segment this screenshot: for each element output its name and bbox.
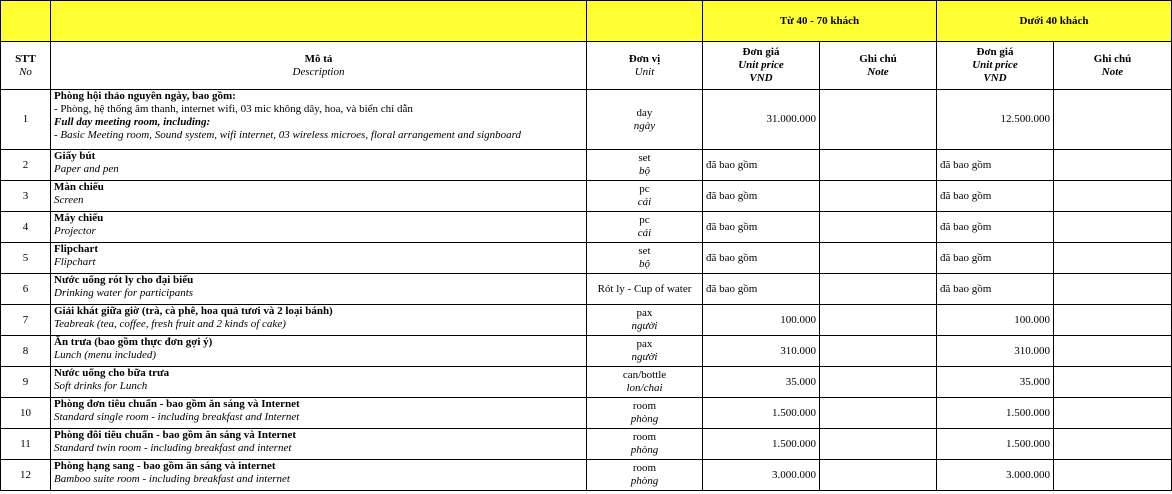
row-note-2	[1054, 90, 1172, 150]
row-title-en: Lunch (menu included)	[54, 349, 157, 361]
row-title-vi: Màn chiếu	[54, 181, 104, 193]
row-unit-en: room	[632, 400, 657, 412]
row-note-2	[1054, 367, 1172, 398]
row-note-2	[1054, 181, 1172, 212]
row-unit	[587, 398, 703, 429]
row-price-2: 100.000	[937, 305, 1054, 336]
row-title-vi: Flipchart	[54, 243, 98, 255]
col-header-price-1-cur: VND	[749, 72, 773, 84]
row-number: 7	[1, 305, 51, 336]
row-note-1	[820, 212, 937, 243]
table-row	[1, 398, 1172, 429]
row-unit-en: pc	[639, 183, 650, 195]
col-header-price-2-en: Unit price	[972, 59, 1018, 71]
row-title-vi: Nước uống cho bữa trưa	[54, 367, 170, 379]
table-row	[1, 429, 1172, 460]
col-header-price-1	[703, 42, 820, 90]
row-unit	[587, 336, 703, 367]
row-description	[51, 181, 587, 212]
row-note-1	[820, 274, 937, 305]
row-unit-vi: cái	[637, 196, 652, 208]
row-description	[51, 398, 587, 429]
row-unit-vi: người	[631, 320, 658, 332]
row-unit-en: day	[636, 106, 653, 119]
row-price-1: đã bao gồm	[703, 181, 820, 212]
row-price-1: 310.000	[703, 336, 820, 367]
table-row	[1, 212, 1172, 243]
row-unit-en: room	[632, 431, 657, 443]
table-row	[1, 305, 1172, 336]
row-title-en: Soft drinks for Lunch	[54, 380, 148, 392]
row-price-2: 1.500.000	[937, 398, 1054, 429]
row-price-1: 3.000.000	[703, 460, 820, 491]
row-unit-vi: bộ	[639, 165, 650, 177]
row-detail-en: - Basic Meeting room, Sound system, wifi internet, 03 wireless microes, floral arrangement and signboard	[54, 129, 522, 141]
row-unit-vi: người	[631, 351, 658, 363]
col-header-price-1-vi: Đơn giá	[742, 46, 780, 58]
table-row	[1, 243, 1172, 274]
row-unit	[587, 181, 703, 212]
row-price-1: 31.000.000	[703, 90, 820, 150]
group-header-row	[1, 1, 1172, 42]
row-price-2: 12.500.000	[937, 90, 1054, 150]
row-price-2: đã bao gồm	[937, 212, 1054, 243]
table-row	[1, 367, 1172, 398]
row-price-1: đã bao gồm	[703, 274, 820, 305]
header-blank-desc	[51, 1, 587, 42]
row-note-2	[1054, 336, 1172, 367]
row-description	[51, 460, 587, 491]
row-unit-vi: lon/chai	[626, 382, 663, 394]
col-header-note-1-en: Note	[867, 65, 889, 78]
row-unit-vi: phòng	[630, 413, 659, 425]
table-row	[1, 336, 1172, 367]
row-note-2	[1054, 150, 1172, 181]
row-unit	[587, 90, 703, 150]
row-price-1: đã bao gồm	[703, 243, 820, 274]
row-title-en: Flipchart	[54, 256, 96, 268]
row-note-1	[820, 429, 937, 460]
group-header-under-40: Dưới 40 khách	[937, 1, 1172, 42]
row-description	[51, 429, 587, 460]
col-header-stt-vi: STT	[15, 52, 36, 65]
col-header-note-1-vi: Ghi chú	[859, 52, 897, 65]
row-unit-en: Rót ly - Cup of water	[597, 282, 692, 295]
row-note-1	[820, 90, 937, 150]
row-title-en: Teabreak (tea, coffee, fresh fruit and 2 kinds of cake)	[54, 318, 286, 330]
row-price-1: 35.000	[703, 367, 820, 398]
row-note-1	[820, 181, 937, 212]
col-header-desc-en: Description	[292, 65, 345, 78]
col-header-unit	[587, 42, 703, 90]
row-note-2	[1054, 460, 1172, 491]
col-header-note-2-en: Note	[1101, 65, 1124, 78]
row-price-2: 35.000	[937, 367, 1054, 398]
row-unit-vi: phòng	[630, 444, 659, 456]
row-unit	[587, 243, 703, 274]
row-note-2	[1054, 274, 1172, 305]
row-price-2: 3.000.000	[937, 460, 1054, 491]
row-title-en: Standard single room - including breakfast and Internet	[54, 411, 300, 423]
col-header-note-1	[820, 42, 937, 90]
table-row	[1, 181, 1172, 212]
row-unit	[587, 305, 703, 336]
row-note-1	[820, 305, 937, 336]
row-unit-en: room	[632, 462, 657, 474]
row-title-en: Full day meeting room, including:	[54, 116, 211, 128]
row-unit-vi: phòng	[630, 475, 659, 487]
row-title-en: Drinking water for participants	[54, 287, 194, 299]
row-price-2: đã bao gồm	[937, 181, 1054, 212]
row-note-1	[820, 336, 937, 367]
row-unit-vi: ngày	[633, 119, 656, 132]
row-unit-en: can/bottle	[622, 369, 667, 381]
row-title-en: Projector	[54, 225, 96, 237]
row-title-vi: Nước uống rót ly cho đại biểu	[54, 274, 194, 286]
row-description	[51, 367, 587, 398]
row-unit	[587, 150, 703, 181]
table-row	[1, 274, 1172, 305]
row-number: 11	[1, 429, 51, 460]
row-note-2	[1054, 398, 1172, 429]
col-header-desc-vi: Mô tả	[304, 52, 333, 65]
row-title-vi: Phòng hạng sang - bao gồm ăn sáng và internet	[54, 460, 276, 472]
col-header-price-1-en: Unit price	[738, 59, 784, 71]
row-note-1	[820, 398, 937, 429]
header-blank-stt	[1, 1, 51, 42]
row-description	[51, 243, 587, 274]
row-unit-en: pax	[636, 338, 653, 350]
row-number: 5	[1, 243, 51, 274]
row-note-1	[820, 460, 937, 491]
col-header-price-2-cur: VND	[983, 72, 1007, 84]
row-unit	[587, 429, 703, 460]
row-price-1: đã bao gồm	[703, 150, 820, 181]
row-title-vi: Phòng đôi tiêu chuẩn - bao gồm ăn sáng và Internet	[54, 429, 297, 441]
col-header-price-2-vi: Đơn giá	[976, 46, 1014, 58]
row-description	[51, 90, 587, 150]
row-title-vi: Máy chiếu	[54, 212, 104, 224]
row-title-en: Screen	[54, 194, 84, 206]
row-note-1	[820, 243, 937, 274]
row-note-1	[820, 150, 937, 181]
row-number: 2	[1, 150, 51, 181]
row-price-2: đã bao gồm	[937, 243, 1054, 274]
row-number: 12	[1, 460, 51, 491]
row-price-2: đã bao gồm	[937, 150, 1054, 181]
table-row	[1, 460, 1172, 491]
group-header-40-70: Từ 40 - 70 khách	[703, 1, 937, 42]
row-number: 3	[1, 181, 51, 212]
row-price-1: đã bao gồm	[703, 212, 820, 243]
row-unit-vi: cái	[637, 227, 652, 239]
row-price-1: 1.500.000	[703, 398, 820, 429]
row-number: 6	[1, 274, 51, 305]
col-header-stt-en: No	[19, 65, 32, 78]
row-title-vi: Ăn trưa (bao gồm thực đơn gợi ý)	[54, 336, 213, 348]
row-price-1: 100.000	[703, 305, 820, 336]
row-description	[51, 305, 587, 336]
row-unit-vi: bộ	[639, 258, 650, 270]
row-unit	[587, 274, 703, 305]
col-header-unit-vi: Đơn vị	[628, 52, 661, 65]
col-header-unit-en: Unit	[634, 65, 655, 78]
table-row	[1, 150, 1172, 181]
col-header-note-2-vi: Ghi chú	[1093, 52, 1132, 65]
row-title-vi: Giải khát giữa giờ (trà, cà phê, hoa quả tươi và 2 loại bánh)	[54, 305, 333, 317]
col-header-note-2	[1054, 42, 1172, 90]
col-header-price-2	[937, 42, 1054, 90]
row-unit	[587, 212, 703, 243]
row-price-2: 310.000	[937, 336, 1054, 367]
row-note-2	[1054, 305, 1172, 336]
row-description	[51, 212, 587, 243]
row-unit	[587, 367, 703, 398]
row-note-2	[1054, 429, 1172, 460]
row-description	[51, 336, 587, 367]
row-unit	[587, 460, 703, 491]
row-number: 10	[1, 398, 51, 429]
row-description	[51, 150, 587, 181]
row-unit-en: set	[638, 152, 651, 164]
row-title-vi: Phòng hội thảo nguyên ngày, bao gồm:	[54, 90, 236, 102]
row-price-2: 1.500.000	[937, 429, 1054, 460]
row-description	[51, 274, 587, 305]
row-note-2	[1054, 243, 1172, 274]
row-price-1: 1.500.000	[703, 429, 820, 460]
row-unit-en: pc	[639, 214, 650, 226]
col-header-stt	[1, 42, 51, 90]
row-unit-en: pax	[636, 307, 653, 319]
row-note-1	[820, 367, 937, 398]
table-row	[1, 90, 1172, 150]
column-header-row	[1, 42, 1172, 90]
col-header-description	[51, 42, 587, 90]
row-detail-vi: - Phòng, hệ thống âm thanh, internet wifi, 03 mic không dây, hoa, và biển chỉ dẫn	[54, 103, 413, 115]
row-number: 1	[1, 90, 51, 150]
row-number: 9	[1, 367, 51, 398]
row-number: 4	[1, 212, 51, 243]
row-number: 8	[1, 336, 51, 367]
row-title-vi: Giấy bút	[54, 150, 96, 162]
row-title-en: Paper and pen	[54, 163, 119, 175]
row-title-en: Standard twin room - including breakfast and internet	[54, 442, 292, 454]
header-blank-unit	[587, 1, 703, 42]
row-unit-en: set	[638, 245, 651, 257]
row-title-en: Bamboo suite room - including breakfast and internet	[54, 473, 290, 485]
row-note-2	[1054, 212, 1172, 243]
row-price-2: đã bao gồm	[937, 274, 1054, 305]
row-title-vi: Phòng đơn tiêu chuẩn - bao gồm ăn sáng và Internet	[54, 398, 300, 410]
